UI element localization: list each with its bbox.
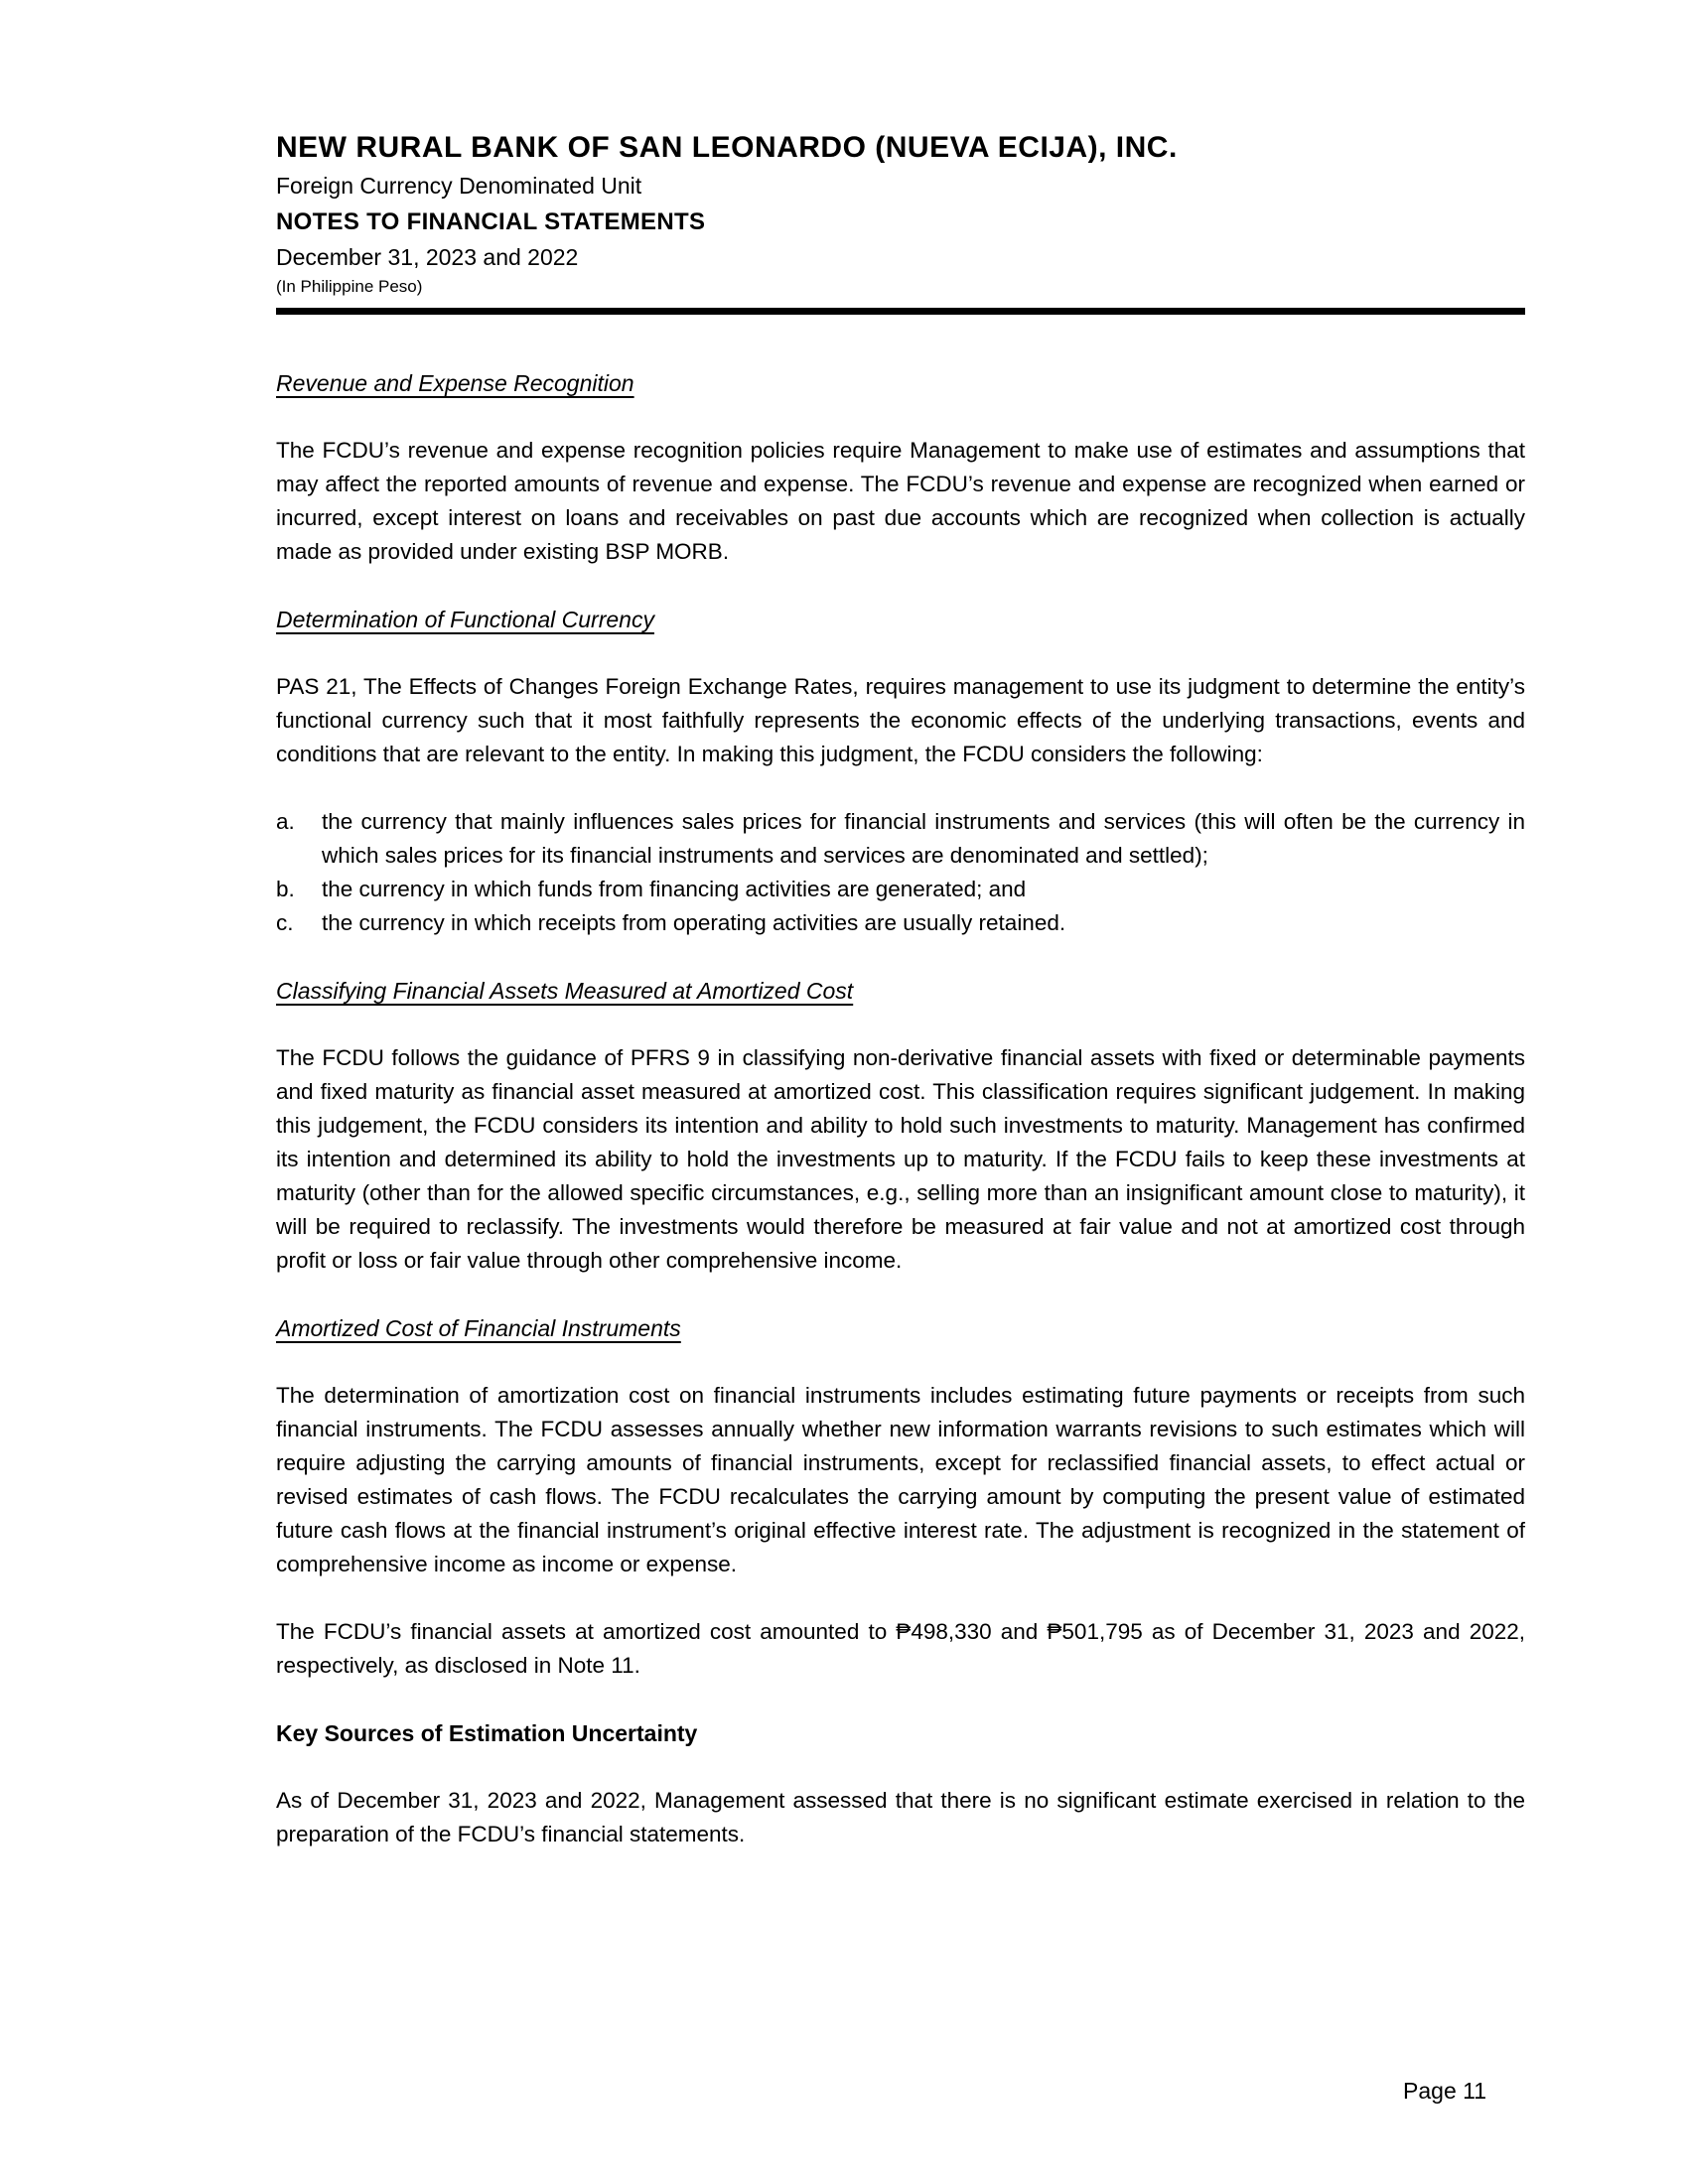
list-item-a xyxy=(276,805,1525,873)
functional-currency-list xyxy=(276,805,1525,940)
section-heading-revenue-expense: Revenue and Expense Recognition xyxy=(276,370,634,396)
report-date: December 31, 2023 and 2022 xyxy=(276,244,579,270)
page-content xyxy=(276,127,1525,1885)
section-revenue-expense-recognition xyxy=(276,366,1525,569)
list-marker-b: b. xyxy=(276,877,295,901)
currency-note: (In Philippine Peso) xyxy=(276,277,423,296)
section-amortized-cost xyxy=(276,1311,1525,1683)
list-item-b xyxy=(276,873,1525,906)
list-marker-a: a. xyxy=(276,809,295,834)
section-estimation-uncertainty xyxy=(276,1716,1525,1851)
paragraph-classifying-assets: The FCDU follows the guidance of PFRS 9 in classifying non-derivative financial assets with fixed or determinable payments and fixed maturity as financial asset measured at amortized cost. This classification requires significant judgement. In making this judgement, the FCDU considers its intention and ability to hold such investments to maturity. Management has confirmed its intention and determined its ability to hold the investments up to maturity. If the FCDU fails to keep these investments at maturity (other than for the allowed specific circumstances, e.g., selling more than an insignificant amount close to maturity), it will be required to reclassify. The investments would therefore be measured at fair value and not at amortized cost through profit or loss or fair value through other comprehensive income. xyxy=(276,1045,1525,1273)
paragraph-estimation-uncertainty: As of December 31, 2023 and 2022, Management assessed that there is no significant estimate exercised in relation to the preparation of the FCDU’s financial statements. xyxy=(276,1788,1525,1846)
section-classifying-financial-assets xyxy=(276,974,1525,1278)
paragraph-revenue-expense: The FCDU’s revenue and expense recognition policies require Management to make use of estimates and assumptions that may affect the reported amounts of revenue and expense. The FCDU’s revenue and expense are recognized when earned or incurred, except interest on loans and receivables on past due accounts which are recognized when collection is actually made as provided under existing BSP MORB. xyxy=(276,438,1525,564)
paragraph-functional-currency: PAS 21, The Effects of Changes Foreign Exchange Rates, requires management to use its judgment to determine the entity’s functional currency such that it most faithfully represents the economic effects of the underlying transactions, events and conditions that are relevant to the entity. In making this judgment, the FCDU considers the following: xyxy=(276,674,1525,766)
paragraph-amortized-cost: The determination of amortization cost on financial instruments includes estimating future payments or receipts from such financial instruments. The FCDU assesses annually whether new information warrants revisions to such estimates which will require adjusting the carrying amounts of financial instruments, except for reclassified financial assets, to effect actual or revised estimates of cash flows. The FCDU recalculates the carrying amount by computing the present value of estimated future cash flows at the financial instrument’s original effective interest rate. The adjustment is recognized in the statement of comprehensive income as income or expense. xyxy=(276,1383,1525,1576)
unit-name: Foreign Currency Denominated Unit xyxy=(276,173,642,199)
document-title: NOTES TO FINANCIAL STATEMENTS xyxy=(276,208,706,235)
list-item-c xyxy=(276,906,1525,940)
notes-body xyxy=(276,315,1525,1851)
paragraph-amortized-cost-amounts: The FCDU’s financial assets at amortized cost amounted to ₱498,330 and ₱501,795 as of December 31, 2023 and 2022, respectively, as disclosed in Note 11. xyxy=(276,1619,1525,1678)
section-heading-amortized-cost: Amortized Cost of Financial Instruments xyxy=(276,1315,681,1341)
section-heading-estimation-uncertainty: Key Sources of Estimation Uncertainty xyxy=(276,1720,698,1746)
list-text-b: the currency in which funds from financing activities are generated; and xyxy=(322,877,1027,901)
page-number: Page 11 xyxy=(1403,2078,1486,2104)
list-marker-c: c. xyxy=(276,910,294,935)
list-text-c: the currency in which receipts from operating activities are usually retained. xyxy=(322,910,1066,935)
bank-name: NEW RURAL BANK OF SAN LEONARDO (NUEVA ECIJA), INC. xyxy=(276,131,1178,164)
section-heading-classifying-assets: Classifying Financial Assets Measured at Amortized Cost xyxy=(276,978,854,1004)
document-header xyxy=(276,127,1525,315)
list-text-a: the currency that mainly influences sales prices for financial instruments and services (this will often be the currency in which sales prices for its financial instruments and services are denominated and settled); xyxy=(322,809,1525,868)
section-functional-currency xyxy=(276,603,1525,940)
section-heading-functional-currency: Determination of Functional Currency xyxy=(276,607,654,632)
